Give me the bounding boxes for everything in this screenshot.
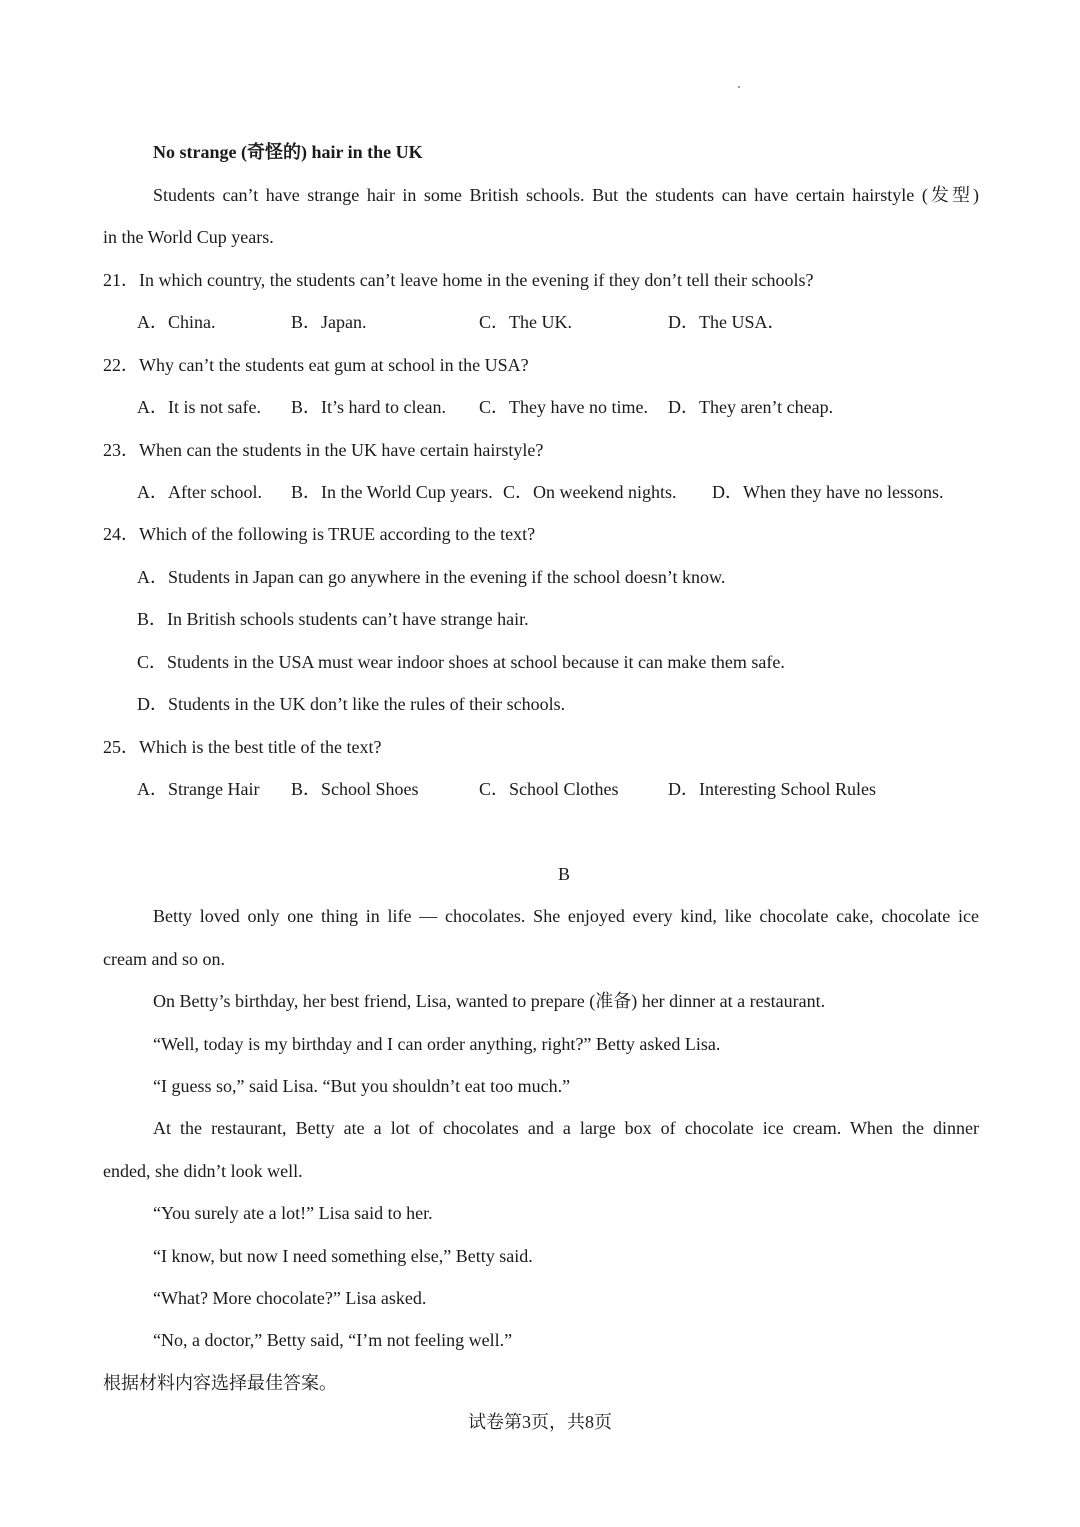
option-22-d: D．They aren’t cheap. xyxy=(668,397,834,417)
paragraph-line: Betty loved only one thing in life — chocolates. She enjoyed every kind, like chocolate cake, chocolate ice xyxy=(153,906,979,926)
paragraph-line: On Betty’s birthday, her best friend, Lisa, wanted to prepare (准备) her dinner at a restaurant. xyxy=(153,991,826,1011)
paragraph-line: At the restaurant, Betty ate a lot of chocolates and a large box of chocolate ice cream. When the dinner xyxy=(153,1118,979,1138)
page-footer: 试卷第3页，共8页 xyxy=(468,1412,612,1432)
option-21-d: D．The USA． xyxy=(668,312,786,332)
option-24-c: C．Students in the USA must wear indoor shoes at school because it can make them safe. xyxy=(137,652,785,672)
paragraph-line: “Well, today is my birthday and I can order anything, right?” Betty asked Lisa. xyxy=(153,1034,721,1054)
option-25-d: D．Interesting School Rules xyxy=(668,779,876,799)
paragraph-line: Students can’t have strange hair in some British schools. But the students can have certain hairstyle (发型) xyxy=(153,185,979,205)
option-25-a: A．Strange Hair xyxy=(137,779,260,799)
passage-heading: No strange (奇怪的) hair in the UK xyxy=(153,142,423,162)
scan-speck xyxy=(738,86,740,88)
option-21-b: B．Japan. xyxy=(291,312,367,332)
option-23-b: B．In the World Cup years. xyxy=(291,482,493,502)
question-stem-25: 25．Which is the best title of the text? xyxy=(103,737,382,757)
paragraph-line: in the World Cup years. xyxy=(103,227,274,247)
paragraph-line: “No, a doctor,” Betty said, “I’m not feeling well.” xyxy=(153,1330,513,1350)
option-21-c: C．The UK. xyxy=(479,312,572,332)
question-stem-21: 21．In which country, the students can’t leave home in the evening if they don’t tell their schools? xyxy=(103,270,814,290)
paragraph-line: cream and so on. xyxy=(103,949,225,969)
paragraph-line: “You surely ate a lot!” Lisa said to her. xyxy=(153,1203,433,1223)
option-25-b: B．School Shoes xyxy=(291,779,419,799)
option-22-c: C．They have no time. xyxy=(479,397,648,417)
paragraph-line: “I guess so,” said Lisa. “But you shouldn’t eat too much.” xyxy=(153,1076,571,1096)
paragraph-line: “What? More chocolate?” Lisa asked. xyxy=(153,1288,427,1308)
option-23-c: C．On weekend nights. xyxy=(503,482,677,502)
option-22-a: A．It is not safe. xyxy=(137,397,261,417)
section-label: B xyxy=(558,864,571,884)
option-23-a: A．After school. xyxy=(137,482,262,502)
instruction-text: 根据材料内容选择最佳答案。 xyxy=(103,1373,337,1393)
paragraph-line: ended, she didn’t look well. xyxy=(103,1161,303,1181)
option-24-a: A．Students in Japan can go anywhere in the evening if the school doesn’t know. xyxy=(137,567,726,587)
option-23-d: D．When they have no lessons. xyxy=(712,482,944,502)
question-stem-22: 22．Why can’t the students eat gum at school in the USA? xyxy=(103,355,529,375)
option-25-c: C．School Clothes xyxy=(479,779,619,799)
option-24-d: D．Students in the UK don’t like the rules of their schools. xyxy=(137,694,566,714)
option-21-a: A．China. xyxy=(137,312,216,332)
question-stem-23: 23．When can the students in the UK have certain hairstyle? xyxy=(103,440,544,460)
option-24-b: B．In British schools students can’t have strange hair. xyxy=(137,609,529,629)
paragraph-line: “I know, but now I need something else,” Betty said. xyxy=(153,1246,533,1266)
option-22-b: B．It’s hard to clean. xyxy=(291,397,446,417)
question-stem-24: 24．Which of the following is TRUE according to the text? xyxy=(103,524,536,544)
